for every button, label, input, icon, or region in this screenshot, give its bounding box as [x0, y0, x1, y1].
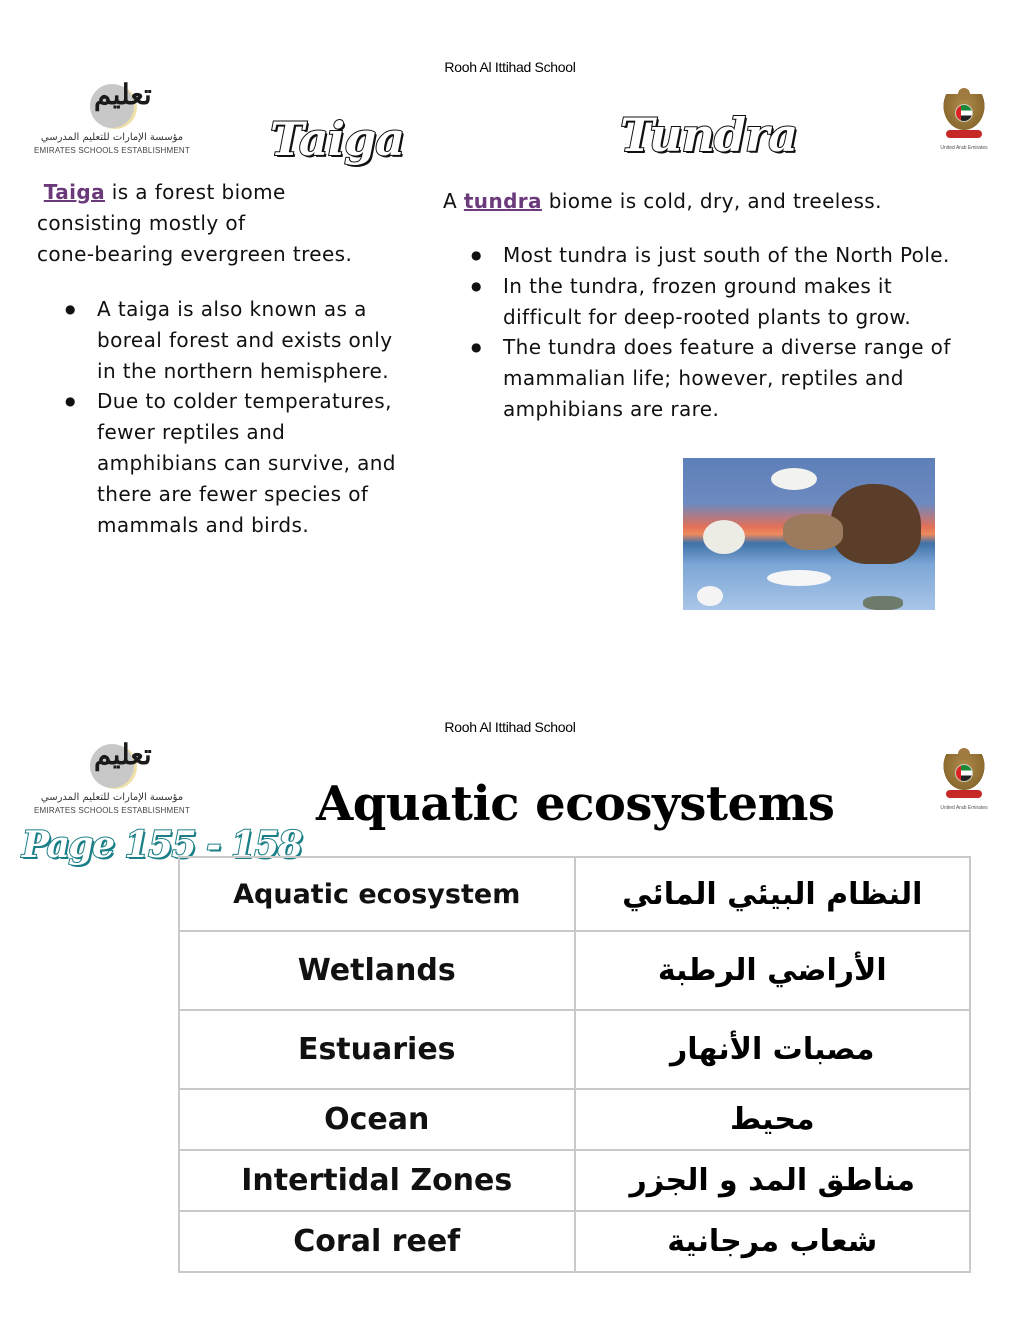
polar-bear-icon: [703, 520, 745, 554]
eagle-head-icon: [958, 88, 970, 100]
cell-arabic: مناطق المد و الجزر: [575, 1150, 971, 1211]
snowy-owl-icon: [771, 468, 817, 490]
musk-ox-icon: [831, 484, 921, 564]
taiga-intro-line: cone-bearing evergreen trees.: [37, 242, 353, 266]
cell-english: Wetlands: [179, 931, 575, 1010]
emirates-schools-logo: [32, 740, 202, 820]
tundra-intro-text: A: [443, 189, 464, 213]
logo-calligraphy: تعليم: [94, 738, 152, 771]
list-item: ● In the tundra, frozen ground makes it difficult for deep-rooted plants to grow.: [443, 271, 973, 333]
logo-english-name: EMIRATES SCHOOLS ESTABLISHMENT: [34, 146, 190, 155]
tundra-bullet-list: [443, 240, 973, 425]
caribou-icon: [783, 514, 843, 550]
page-range-label: Page 155 - 158: [22, 824, 302, 866]
taiga-bullet-list: [37, 294, 407, 540]
tundra-intro: [443, 186, 983, 217]
cell-arabic: مصبات الأنهار: [575, 1010, 971, 1089]
taiga-intro: [37, 177, 417, 270]
header-arabic: النظام البيئي المائي: [575, 857, 971, 931]
aquatic-ecosystems-table: [178, 856, 971, 1273]
cell-english: Ocean: [179, 1089, 575, 1150]
logo-arabic-name: مؤسسة الإمارات للتعليم المدرسي: [40, 132, 184, 143]
emblem-caption: United Arab Emirates: [940, 145, 988, 151]
ribbon-icon: [946, 130, 982, 138]
header-english: Aquatic ecosystem: [179, 857, 575, 931]
tundra-keyword-link[interactable]: tundra: [463, 189, 542, 213]
page-title: Aquatic ecosystems: [316, 776, 835, 832]
school-header: Rooh Al Ittihad School: [444, 59, 576, 75]
eagle-head-icon: [958, 748, 970, 760]
arctic-hare-icon: [697, 586, 723, 606]
table-row: [179, 1150, 970, 1211]
table-row: [179, 931, 970, 1010]
emirates-schools-logo: [32, 80, 202, 160]
arctic-fox-icon: [767, 570, 831, 586]
cell-english: Estuaries: [179, 1010, 575, 1089]
uae-emblem-logo: [938, 88, 990, 158]
logo-english-name: EMIRATES SCHOOLS ESTABLISHMENT: [34, 806, 190, 815]
list-item: ● The tundra does feature a diverse range of mammalian life; however, reptiles and amphibians are rare.: [443, 332, 973, 424]
uae-emblem-logo: [938, 748, 990, 818]
table-header-row: [179, 857, 970, 931]
emblem-caption: United Arab Emirates: [940, 805, 988, 811]
list-item: ● Due to colder temperatures, fewer reptiles and amphibians can survive, and there are fewer species of mammals and birds.: [37, 386, 407, 540]
flag-shield-icon: [955, 764, 973, 782]
cell-arabic: شعاب مرجانية: [575, 1211, 971, 1272]
school-header: Rooh Al Ittihad School: [444, 719, 576, 735]
list-item: ● Most tundra is just south of the North Pole.: [443, 240, 973, 271]
cell-arabic: محيط: [575, 1089, 971, 1150]
tundra-animals-image: [683, 458, 935, 610]
logo-arabic-name: مؤسسة الإمارات للتعليم المدرسي: [40, 792, 184, 803]
cell-arabic: الأراضي الرطبة: [575, 931, 971, 1010]
taiga-title: Taiga: [270, 112, 405, 166]
tundra-title: Tundra: [620, 108, 798, 162]
flag-shield-icon: [955, 104, 973, 122]
cell-english: Coral reef: [179, 1211, 575, 1272]
list-item: ● A taiga is also known as a boreal forest and exists only in the northern hemisphere.: [37, 294, 407, 386]
logo-calligraphy: تعليم: [94, 78, 152, 111]
tundra-intro-text: biome is cold, dry, and treeless.: [541, 189, 882, 213]
taiga-keyword-link[interactable]: Taiga: [43, 180, 105, 204]
cell-english: Intertidal Zones: [179, 1150, 575, 1211]
rock-icon: [863, 596, 903, 610]
table-row: [179, 1089, 970, 1150]
taiga-intro-line: consisting mostly of: [37, 211, 246, 235]
table-row: [179, 1211, 970, 1272]
taiga-intro-text: is a forest biome: [105, 180, 286, 204]
ribbon-icon: [946, 790, 982, 798]
table-row: [179, 1010, 970, 1089]
